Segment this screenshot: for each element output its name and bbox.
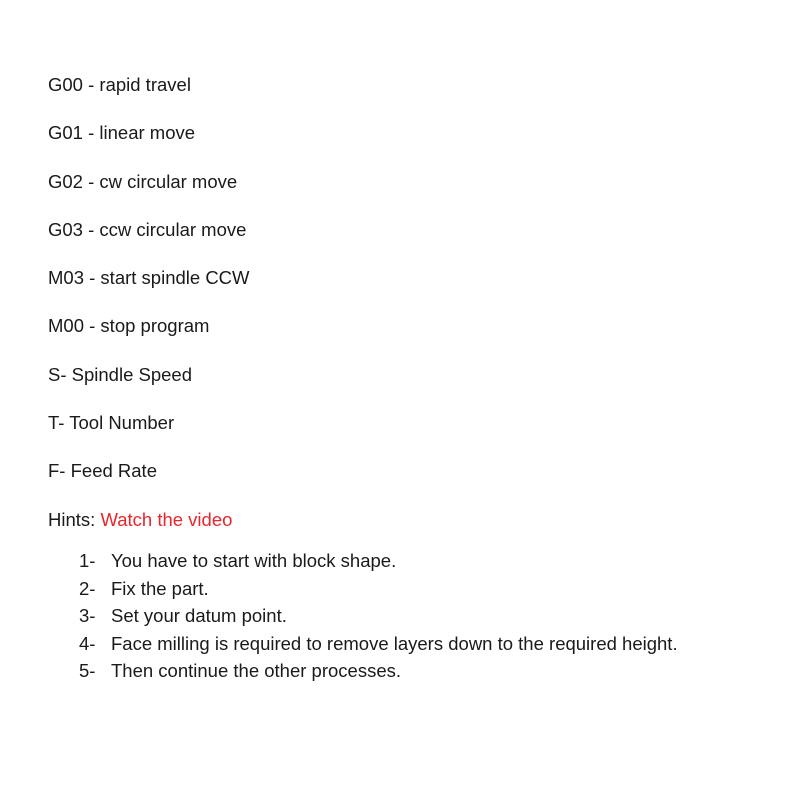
code-line-g01: G01 - linear move [48, 122, 196, 144]
steps-list [79, 549, 678, 687]
code-line-t: T- Tool Number [48, 412, 175, 434]
code-line-g00: G00 - rapid travel [48, 74, 191, 95]
step-text: Set your datum point. [111, 605, 287, 627]
step-number: 5- [79, 660, 96, 682]
step-number: 1- [79, 550, 96, 571]
step-number: 3- [79, 605, 96, 627]
hints-line [48, 508, 232, 532]
step-number: 4- [79, 632, 96, 654]
step-text: You have to start with block shape. [111, 550, 397, 571]
step-number: 2- [79, 577, 96, 599]
watch-video-link[interactable]: Watch the video [100, 509, 233, 530]
code-line-s: S- Spindle Speed [48, 363, 192, 385]
list-item [79, 577, 678, 601]
hints-label: Hints: [48, 509, 101, 530]
step-text: Face milling is required to remove layers down to the required height. [111, 632, 678, 654]
step-text: Then continue the other processes. [111, 660, 402, 682]
step-text: Fix the part. [111, 577, 209, 599]
code-line-f: F- Feed Rate [48, 460, 157, 482]
code-line-g03: G03 - ccw circular move [48, 218, 247, 240]
list-item [79, 632, 678, 656]
gcode-list [48, 73, 250, 508]
code-line-m00: M00 - stop program [48, 315, 210, 337]
list-item [79, 659, 678, 683]
code-line-g02: G02 - cw circular move [48, 170, 238, 192]
code-line-m03: M03 - start spindle CCW [48, 267, 250, 289]
list-item [79, 549, 678, 573]
list-item [79, 604, 678, 628]
